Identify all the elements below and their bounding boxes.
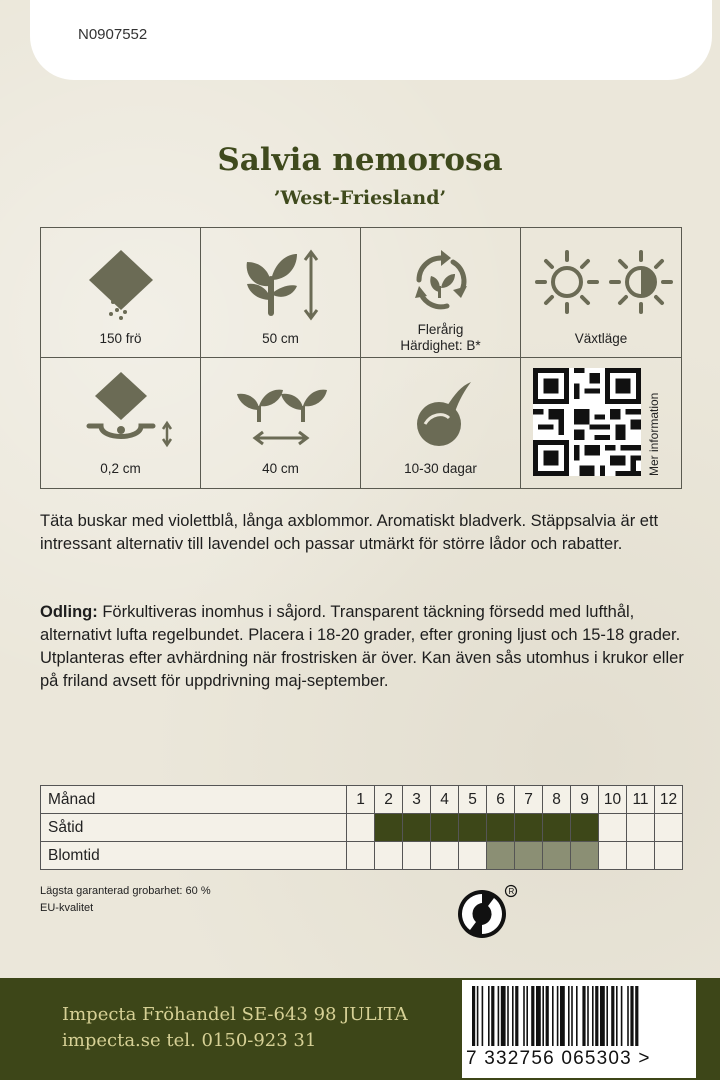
cultivation-text: Förkultiveras inomhus i såjord. Transparent täckning försedd med lufthål, alternativt lufta regelbundet. Placera i 18-20 grader, efter groning ljust och 15-18 grader. Utplanteras efter avhärdning när frostrisken är över. Kan även sås utomhus i krukor eller på friland avsett för uppdrivning maj-september. bbox=[40, 603, 684, 690]
info-cell-position bbox=[521, 228, 681, 358]
barcode bbox=[462, 980, 696, 1078]
germination-label bbox=[361, 461, 520, 477]
barcode-bar bbox=[531, 986, 534, 1046]
calendar-cell bbox=[375, 842, 403, 870]
barcode-bar bbox=[498, 986, 500, 1046]
calendar-month-cell: 12 bbox=[655, 786, 683, 814]
barcode-bar bbox=[477, 986, 479, 1046]
cultivation-label: Odling: bbox=[40, 603, 98, 621]
barcode-bar bbox=[621, 986, 623, 1046]
calendar-cell bbox=[571, 842, 599, 870]
perennial-label bbox=[361, 322, 520, 354]
cultivation-section bbox=[40, 601, 690, 693]
barcode-bar bbox=[587, 986, 589, 1046]
calendar-cell bbox=[627, 814, 655, 842]
barcode-bar bbox=[611, 986, 614, 1046]
calendar-cell bbox=[459, 814, 487, 842]
sowing-calendar bbox=[40, 785, 683, 870]
calendar-cell bbox=[655, 842, 683, 870]
perennial-cycle-icon bbox=[361, 236, 521, 326]
barcode-number: 7 332756 065303 > bbox=[466, 1048, 651, 1069]
plant-spacing-text: 40 cm bbox=[262, 461, 299, 476]
germination-icon bbox=[361, 366, 521, 456]
calendar-cell bbox=[487, 842, 515, 870]
seed-count-text: 150 frö bbox=[99, 331, 142, 346]
sowing-depth-icon bbox=[41, 366, 201, 456]
calendar-cell bbox=[543, 842, 571, 870]
calendar-month-cell: 7 bbox=[515, 786, 543, 814]
calendar-header-row bbox=[41, 786, 683, 814]
barcode-bar bbox=[501, 986, 506, 1046]
barcode-bar bbox=[606, 986, 608, 1046]
plant-spacing-label bbox=[201, 461, 360, 477]
calendar-cell bbox=[599, 814, 627, 842]
position-label bbox=[521, 331, 681, 347]
calendar-month-cell: 1 bbox=[347, 786, 375, 814]
calendar-cell bbox=[431, 814, 459, 842]
calendar-month-cell: 11 bbox=[627, 786, 655, 814]
barcode-bar bbox=[491, 986, 494, 1046]
barcode-bar bbox=[630, 986, 633, 1046]
info-cell-plant-height bbox=[201, 228, 361, 358]
calendar-row-bloom bbox=[41, 842, 683, 870]
calendar-month-cell: 8 bbox=[543, 786, 571, 814]
info-cell-plant-spacing bbox=[201, 358, 361, 488]
calendar-cell bbox=[403, 814, 431, 842]
barcode-bar bbox=[515, 986, 518, 1046]
barcode-bar bbox=[582, 986, 585, 1046]
calendar-cell bbox=[515, 814, 543, 842]
calendar-month-cell: 6 bbox=[487, 786, 515, 814]
plant-spacing-icon bbox=[201, 366, 361, 456]
plant-height-text: 50 cm bbox=[262, 331, 299, 346]
barcode-bar bbox=[507, 986, 509, 1046]
calendar-cell bbox=[375, 814, 403, 842]
calendar-month-cell: 3 bbox=[403, 786, 431, 814]
barcode-bar bbox=[600, 986, 605, 1046]
calendar-cell bbox=[543, 814, 571, 842]
info-cell-seed-count bbox=[41, 228, 201, 358]
barcode-bar bbox=[552, 986, 554, 1046]
qr-code-icon[interactable] bbox=[533, 368, 641, 476]
calendar-cell bbox=[431, 842, 459, 870]
germination-rate-text: Lägsta garanterad grobarhet: 60 % bbox=[40, 885, 211, 897]
barcode-bar bbox=[595, 986, 598, 1046]
calendar-cell bbox=[515, 842, 543, 870]
info-grid bbox=[40, 227, 682, 489]
calendar-month-cell: 9 bbox=[571, 786, 599, 814]
calendar-row-label: Såtid bbox=[41, 814, 347, 842]
barcode-bar bbox=[576, 986, 578, 1046]
plant-variety: ’West-Friesland’ bbox=[273, 187, 447, 209]
germination-text: 10-30 dagar bbox=[404, 461, 477, 476]
barcode-bar bbox=[635, 986, 638, 1046]
info-cell-perennial bbox=[361, 228, 521, 358]
calendar-cell bbox=[627, 842, 655, 870]
info-cell-germination bbox=[361, 358, 521, 488]
barcode-bar bbox=[523, 986, 525, 1046]
calendar-row-sow bbox=[41, 814, 683, 842]
svg-text:R: R bbox=[508, 887, 515, 896]
barcode-bar bbox=[557, 986, 559, 1046]
calendar-cell bbox=[487, 814, 515, 842]
barcode-bar bbox=[616, 986, 618, 1046]
sowing-depth-text: 0,2 cm bbox=[100, 461, 141, 476]
plant-height-label bbox=[201, 331, 360, 347]
calendar-month-cell: 5 bbox=[459, 786, 487, 814]
barcode-bar bbox=[568, 986, 570, 1046]
position-text: Växtläge bbox=[574, 331, 628, 346]
barcode-bar bbox=[512, 986, 514, 1046]
barcode-bar bbox=[627, 986, 629, 1046]
calendar-month-cell: 4 bbox=[431, 786, 459, 814]
calendar-month-cell: 10 bbox=[599, 786, 627, 814]
company-contact: impecta.se tel. 0150-923 31 bbox=[62, 1030, 317, 1051]
company-address: Impecta Fröhandel SE-643 98 JULITA bbox=[62, 1004, 408, 1025]
calendar-cell bbox=[459, 842, 487, 870]
barcode-bar bbox=[542, 986, 544, 1046]
calendar-cell bbox=[655, 814, 683, 842]
perennial-text: Flerårig bbox=[417, 322, 464, 337]
green-dot-recycle-icon bbox=[456, 884, 518, 940]
barcode-bar bbox=[571, 986, 573, 1046]
barcode-bar bbox=[472, 986, 475, 1046]
info-cell-qr-code[interactable] bbox=[521, 358, 681, 488]
barcode-bar bbox=[560, 986, 565, 1046]
germination-guarantee bbox=[40, 883, 211, 917]
barcode-bar bbox=[482, 986, 484, 1046]
more-information-label: Mer information bbox=[647, 392, 661, 476]
barcode-bar bbox=[546, 986, 549, 1046]
calendar-cell bbox=[571, 814, 599, 842]
info-cell-sowing-depth bbox=[41, 358, 201, 488]
calendar-header-label: Månad bbox=[41, 786, 347, 814]
barcode-bar bbox=[536, 986, 541, 1046]
barcode-bar bbox=[526, 986, 528, 1046]
barcode-bar bbox=[592, 986, 594, 1046]
barcode-bars-icon bbox=[470, 986, 692, 1046]
sowing-depth-label bbox=[41, 461, 200, 477]
seed-packet-icon bbox=[41, 236, 201, 326]
article-code: N0907552 bbox=[78, 26, 148, 43]
calendar-cell bbox=[347, 814, 375, 842]
calendar-cell bbox=[347, 842, 375, 870]
calendar-cell bbox=[403, 842, 431, 870]
calendar-row-label: Blomtid bbox=[41, 842, 347, 870]
plant-title: Salvia nemorosa bbox=[217, 142, 503, 178]
plant-height-icon bbox=[201, 236, 361, 326]
barcode-bar bbox=[488, 986, 490, 1046]
calendar-cell bbox=[599, 842, 627, 870]
quality-text: EU-kvalitet bbox=[40, 902, 94, 914]
calendar-month-cell: 2 bbox=[375, 786, 403, 814]
seed-count-label bbox=[41, 331, 200, 347]
hardiness-text: Härdighet: B* bbox=[400, 338, 481, 353]
sun-halfshade-icon bbox=[521, 236, 681, 326]
description: Täta buskar med violettblå, långa axblommor. Aromatiskt bladverk. Stäppsalvia är ett intressant alternativ till lavendel och passar utmärkt för större lådor och rabatter. bbox=[40, 512, 659, 553]
